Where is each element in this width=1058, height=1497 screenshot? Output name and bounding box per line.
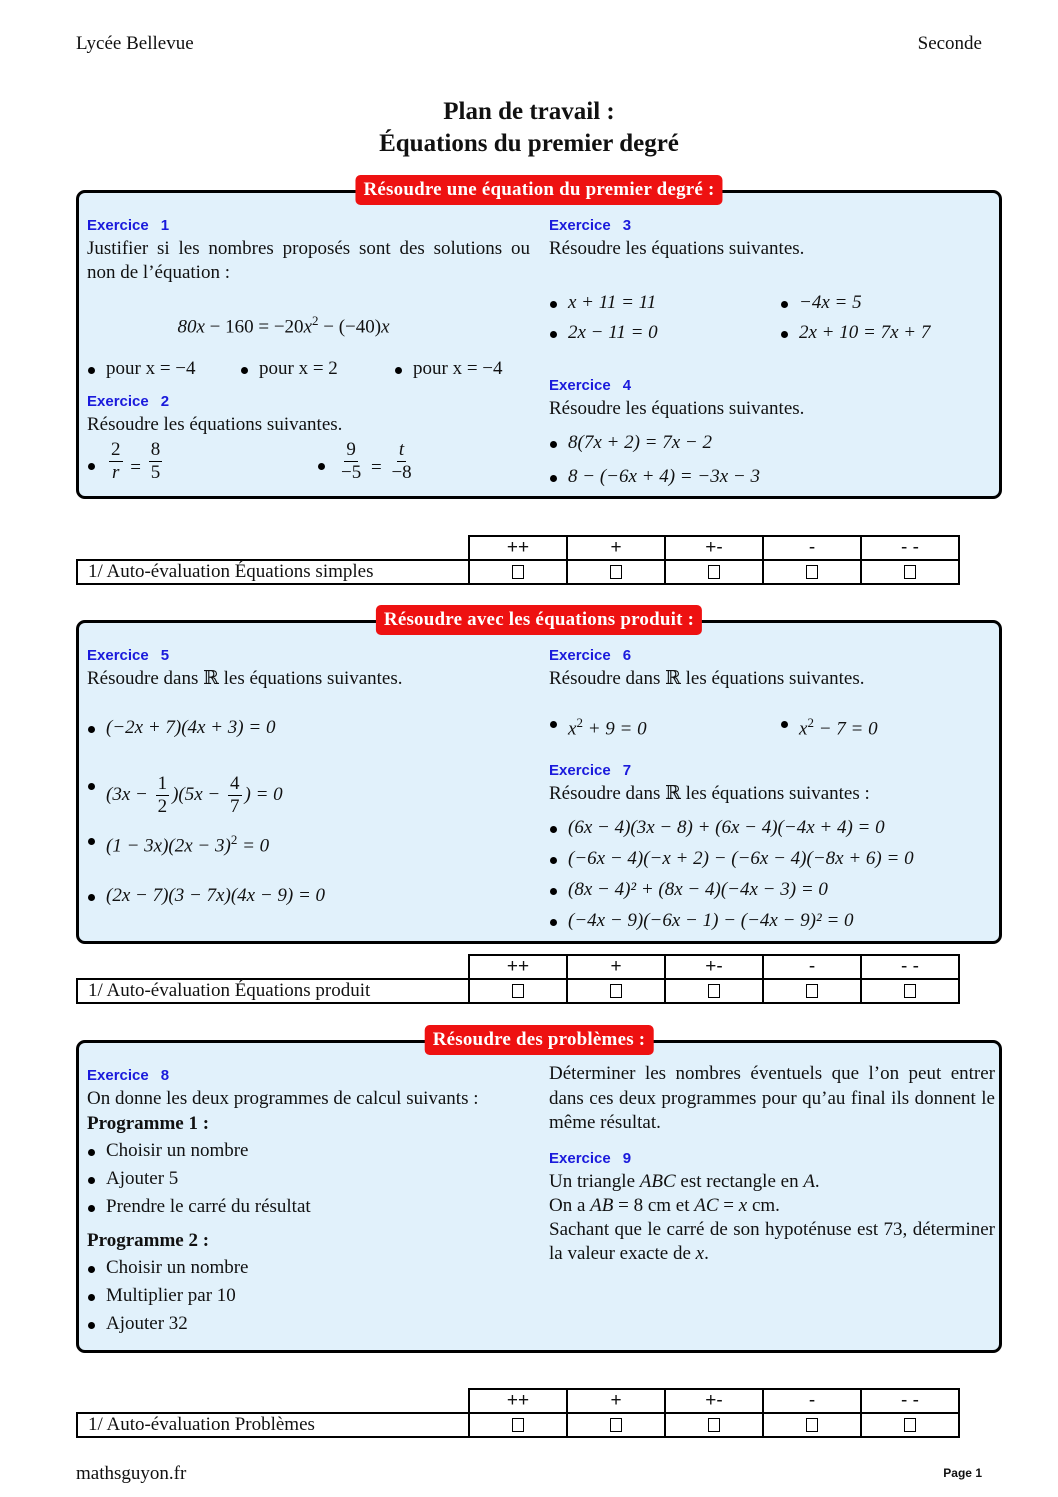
eval-header-row — [77, 1389, 959, 1413]
eval-column-header: - — [763, 536, 861, 560]
candidate-item: pour x = 2 — [240, 357, 338, 381]
equation-text: (2x − 7)(3 − 7x)(4x − 9) = 0 — [106, 885, 326, 907]
eval-column-header: + — [567, 1389, 665, 1413]
exercise-number: 2 — [160, 393, 170, 410]
exercise-label — [87, 393, 530, 411]
numerator — [397, 439, 406, 462]
candidate-list — [87, 357, 530, 381]
exercise-label — [87, 647, 530, 665]
equation-item: $\frac{2}{r}$ = $\frac{8}{5}$ — [87, 453, 165, 484]
eval-column-header: - - — [861, 955, 959, 979]
equation-text: (−2x + 7)(4x + 3) = 0 — [106, 717, 276, 738]
exercise-7 — [549, 762, 995, 933]
checkbox[interactable] — [708, 565, 720, 579]
exercise-number: 3 — [622, 217, 632, 234]
exercise-label-text: Exercice — [87, 1067, 149, 1084]
exercise-label-text: Exercice — [549, 1150, 611, 1167]
self-evaluation-table-product — [76, 954, 960, 1004]
exercise-number: 4 — [622, 377, 632, 394]
exercise-5 — [87, 647, 530, 908]
numerator: 8 — [150, 439, 161, 460]
section-title: Résoudre des problèmes : — [425, 1025, 654, 1055]
eval-row — [77, 1413, 959, 1437]
eval-column-header: +- — [665, 955, 763, 979]
checkbox[interactable] — [512, 1418, 524, 1432]
eval-column-header: ++ — [469, 536, 567, 560]
exercise-label — [549, 647, 995, 665]
self-evaluation-table-simple — [76, 535, 960, 585]
checkbox[interactable] — [904, 984, 916, 998]
equation-item — [87, 884, 530, 908]
exercise-statement: Résoudre dans ℝ les équations suivantes. — [87, 668, 403, 689]
eval-cell[interactable] — [567, 1413, 665, 1437]
eval-column-header: +- — [665, 536, 763, 560]
eval-column-header: + — [567, 955, 665, 979]
fraction — [339, 439, 363, 484]
checkbox[interactable] — [708, 984, 720, 998]
exercise-label-text: Exercice — [549, 647, 611, 664]
exercise-number: 7 — [622, 762, 632, 779]
checkbox[interactable] — [610, 565, 622, 579]
eval-cell[interactable] — [763, 979, 861, 1003]
exercise-line: Un triangle ABC est rectangle en A. — [549, 1171, 820, 1192]
equation-item: (6x − 4)(3x − 8) + (6x − 4)(−4x + 4) = 0 — [549, 816, 995, 840]
fraction: $\frac{1}{2}$ — [157, 773, 168, 817]
eval-column-header: - - — [861, 1389, 959, 1413]
eval-column-header: - — [763, 955, 861, 979]
eval-row-label: 1/ Auto-évaluation Équations simples — [77, 560, 469, 584]
class-level: Seconde — [917, 33, 982, 54]
eval-cell[interactable] — [861, 979, 959, 1003]
equation-item — [87, 716, 530, 740]
equation-item: 2x + 10 = 7x + 7 — [780, 321, 930, 345]
equation-item: (3x − $\frac{1}{2}$ )(5x − $\frac{4}{7}$ ) = 0 — [87, 773, 530, 818]
eval-cell[interactable] — [469, 1413, 567, 1437]
exercise-label — [87, 1067, 530, 1085]
checkbox[interactable] — [904, 565, 916, 579]
eval-row-label: 1/ Auto-évaluation Équations produit — [77, 979, 469, 1003]
program-step: Prendre le carré du résultat — [87, 1195, 530, 1219]
denominator: −5 — [341, 462, 362, 483]
exercise-3 — [549, 217, 995, 351]
denominator: 5 — [150, 462, 161, 483]
numerator-text: t — [398, 439, 405, 460]
eval-cell[interactable] — [567, 560, 665, 584]
eval-cell[interactable] — [469, 560, 567, 584]
exercise-label-text: Exercice — [549, 217, 611, 234]
numerator: 2 — [111, 439, 121, 460]
checkbox[interactable] — [806, 565, 818, 579]
footer-site: mathsguyon.fr — [76, 1463, 187, 1484]
eval-column-header: + — [567, 536, 665, 560]
equation-list — [87, 439, 530, 491]
eval-cell[interactable] — [861, 1413, 959, 1437]
checkbox[interactable] — [806, 1418, 818, 1432]
checkbox[interactable] — [610, 1418, 622, 1432]
page-title — [0, 96, 1058, 160]
fraction: $\frac{4}{7}$ — [230, 773, 240, 817]
exercise-label-text: Exercice — [87, 217, 149, 234]
page-number: Page 1 — [943, 1466, 982, 1480]
exercise-label — [549, 217, 995, 235]
section-title: Résoudre une équation du premier degré : — [355, 175, 722, 205]
eval-header-row — [77, 536, 959, 560]
equation-item: x + 11 = 11 — [549, 291, 656, 315]
program-step: Choisir un nombre — [87, 1256, 530, 1280]
exercise-label-text: Exercice — [549, 377, 611, 394]
title-line-2: Équations du premier degré — [379, 130, 679, 157]
eval-row-label: 1/ Auto-évaluation Problèmes — [77, 1413, 469, 1437]
eval-header-row — [77, 955, 959, 979]
exercise-statement: Résoudre dans ℝ les équations suivantes : — [549, 783, 870, 804]
eval-row — [77, 560, 959, 584]
exercise-number: 8 — [160, 1067, 170, 1084]
eval-cell[interactable] — [665, 560, 763, 584]
exercise-statement: Résoudre dans ℝ les équations suivantes. — [549, 668, 865, 689]
equation: $80x - 160 = -20x^2 - (-40)x$ — [177, 313, 390, 338]
equation-item: 8(7x + 2) = 7x − 2 — [549, 431, 995, 455]
section-product-equations — [76, 609, 1002, 944]
program-step: Multiplier par 10 — [87, 1284, 530, 1308]
equation-item: $(1 - 3x)(2x - 3)^2 = 0$ — [87, 828, 530, 858]
eval-cell[interactable] — [861, 560, 959, 584]
fraction — [109, 439, 123, 484]
exercise-number: 1 — [160, 217, 170, 234]
checkbox[interactable] — [512, 565, 524, 579]
eval-cell[interactable] — [763, 1413, 861, 1437]
program-step: Choisir un nombre — [87, 1139, 530, 1163]
checkbox[interactable] — [806, 984, 818, 998]
school-name: Lycée Bellevue — [76, 33, 194, 54]
eval-column-header: - — [763, 1389, 861, 1413]
equation-list — [549, 711, 995, 740]
exercise-statement: Justifier si les nombres proposés sont des solutions ou non de l’équation : — [87, 238, 530, 283]
section-first-degree — [76, 179, 1002, 499]
eval-column-header: +- — [665, 1389, 763, 1413]
empty-cell — [77, 1389, 469, 1413]
checkbox[interactable] — [610, 984, 622, 998]
self-evaluation-table-problems — [76, 1388, 960, 1438]
equation-list — [549, 291, 995, 351]
program-2-title: Programme 2 : — [87, 1230, 210, 1251]
equation-item: 2x − 11 = 0 — [549, 321, 658, 345]
candidate-item: pour x = −4 — [87, 357, 196, 381]
exercise-statement: Résoudre les équations suivantes. — [549, 398, 805, 419]
denominator — [110, 462, 121, 484]
exercise-label-text: Exercice — [87, 647, 149, 664]
equation-item: $x^2 - 7 = 0$ — [780, 711, 878, 741]
checkbox[interactable] — [708, 1418, 720, 1432]
equation-item: (8x − 4)² + (8x − 4)(−4x − 3) = 0 — [549, 878, 995, 902]
exercise-label-text: Exercice — [549, 762, 611, 779]
eval-row — [77, 979, 959, 1003]
exercise-2 — [87, 393, 530, 491]
exercise-8 — [87, 1067, 530, 1336]
equation-item: 8 − (−6x + 4) = −3x − 3 — [549, 465, 995, 489]
exercise-label — [87, 217, 530, 235]
eval-cell[interactable] — [567, 979, 665, 1003]
exercise-line: Sachant que le carré de son hypoténuse est 73, déterminer la valeur exacte de x. — [549, 1219, 995, 1264]
eval-cell[interactable] — [469, 979, 567, 1003]
denominator-text: r — [112, 462, 120, 483]
checkbox[interactable] — [512, 984, 524, 998]
program-step: Ajouter 32 — [87, 1312, 530, 1336]
checkbox[interactable] — [904, 1418, 916, 1432]
exercise-label-text: Exercice — [87, 393, 149, 410]
exercise-statement: Résoudre les équations suivantes. — [549, 238, 805, 259]
candidate-item: pour x = −4 — [394, 357, 503, 381]
eval-column-header: ++ — [469, 1389, 567, 1413]
numerator: 9 — [346, 439, 356, 460]
exercise-number: 5 — [160, 647, 170, 664]
exercise-1 — [87, 217, 530, 381]
exercise-label — [549, 377, 995, 395]
equation-item: −4x = 5 — [780, 291, 862, 315]
section-problems — [76, 1029, 1002, 1353]
exercise-9 — [549, 1150, 995, 1266]
fraction — [149, 439, 163, 484]
equation-item: (−6x − 4)(−x + 2) − (−6x − 4)(−8x + 6) = 0 — [549, 847, 995, 871]
eval-cell[interactable] — [665, 1413, 763, 1437]
program-1-title: Programme 1 : — [87, 1113, 210, 1134]
exercise-8-question — [549, 1062, 995, 1136]
empty-cell — [77, 955, 469, 979]
empty-cell — [77, 536, 469, 560]
exercise-statement: Résoudre les équations suivantes. — [87, 414, 343, 435]
eval-cell[interactable] — [763, 560, 861, 584]
exercise-6 — [549, 647, 995, 740]
exercise-statement: On donne les deux programmes de calcul suivants : — [87, 1088, 479, 1109]
title-line-1: Plan de travail : — [443, 98, 615, 125]
exercise-4 — [549, 377, 995, 489]
eval-column-header: ++ — [469, 955, 567, 979]
exercise-number: 9 — [622, 1150, 632, 1167]
exercise-question: Déterminer les nombres éventuels que l’on peut entrer dans ces deux programmes pour qu’au final ils donnent le même résultat. — [549, 1063, 995, 1133]
equation-item: $\frac{9}{-5}$ = $\frac{t}{-8}$ — [317, 453, 417, 484]
exercise-number: 6 — [622, 647, 632, 664]
exercise-line: On a AB = 8 cm et AC = x cm. — [549, 1195, 780, 1216]
eval-cell[interactable] — [665, 979, 763, 1003]
exercise-label — [549, 762, 995, 780]
eval-column-header: - - — [861, 536, 959, 560]
equation-item: $x^2 + 9 = 0$ — [549, 711, 647, 741]
section-title: Résoudre avec les équations produit : — [376, 605, 702, 635]
exercise-label — [549, 1150, 995, 1168]
equation-item: (−4x − 9)(−6x − 1) − (−4x − 9)² = 0 — [549, 909, 995, 933]
fraction — [389, 439, 413, 484]
program-step: Ajouter 5 — [87, 1167, 530, 1191]
denominator: −8 — [391, 462, 412, 483]
